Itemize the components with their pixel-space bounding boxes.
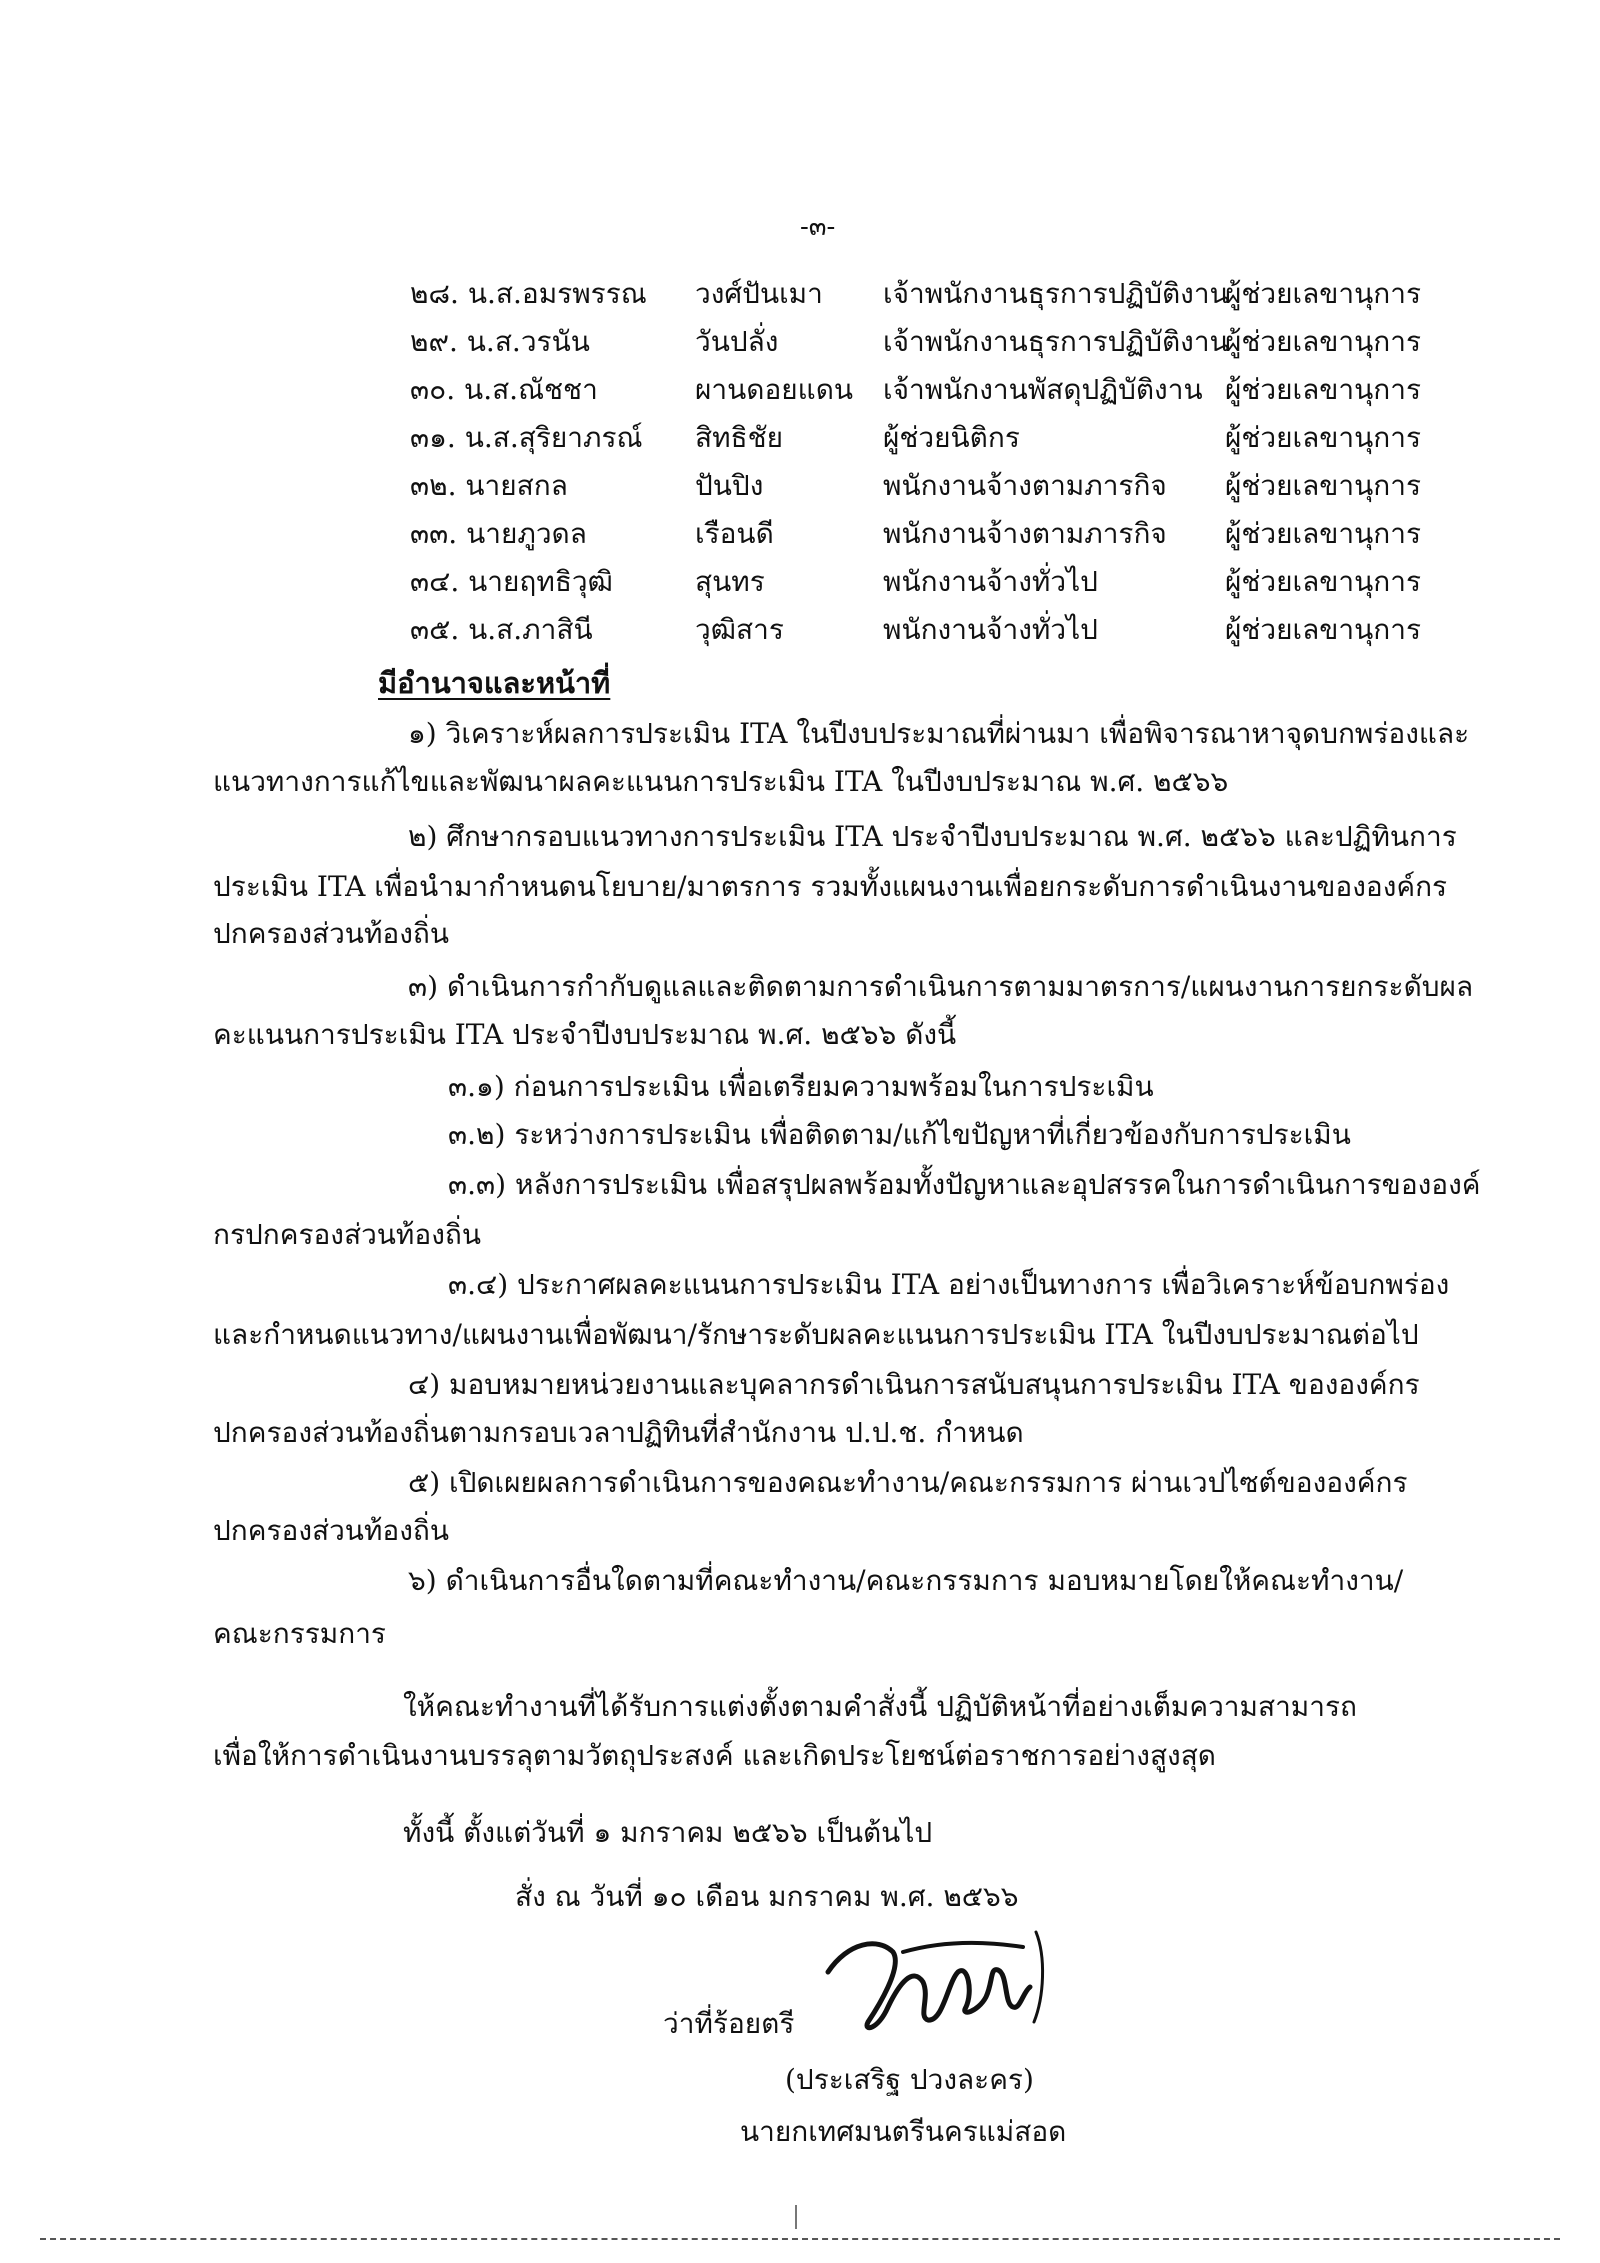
duty-6-line-1: ๖) ดำเนินการอื่นใดตามที่คณะทำงาน/คณะกรรมการ มอบหมายโดยให้คณะทำงาน/: [408, 1564, 1404, 1597]
member-number-name: ๓๓. นายภูวดล: [410, 517, 587, 550]
duty-4-line-2: ปกครองส่วนท้องถิ่นตามกรอบเวลาปฏิทินที่สำนักงาน ป.ป.ช. กำหนด: [213, 1416, 1024, 1449]
member-role: ผู้ช่วยเลขานุการ: [1225, 517, 1421, 550]
member-number-name: ๒๘. น.ส.อมรพรรณ: [410, 277, 647, 310]
duty-3-3-line-2: กรปกครองส่วนท้องถิ่น: [213, 1218, 481, 1251]
member-position: พนักงานจ้างทั่วไป: [883, 565, 1098, 598]
member-role: ผู้ช่วยเลขานุการ: [1225, 325, 1421, 358]
order-date: สั่ง ณ วันที่ ๑๐ เดือน มกราคม พ.ศ. ๒๕๖๖: [515, 1880, 1019, 1913]
member-number-name: ๓๒. นายสกล: [410, 469, 568, 502]
member-position: เจ้าพนักงานธุรการปฏิบัติงาน: [883, 325, 1229, 358]
member-row: [0, 368, 1600, 416]
closing-line-2: เพื่อให้การดำเนินงานบรรลุตามวัตถุประสงค์ และเกิดประโยชน์ต่อราชการอย่างสูงสุด: [213, 1739, 1216, 1772]
signatory-rank: ว่าที่ร้อยตรี: [663, 2007, 795, 2040]
member-number-name: ๓๐. น.ส.ณัชชา: [410, 373, 598, 406]
member-surname: ปันปิง: [695, 469, 764, 502]
member-row: [0, 320, 1600, 368]
member-row: [0, 512, 1600, 560]
effective-date: ทั้งนี้ ตั้งแต่วันที่ ๑ มกราคม ๒๕๖๖ เป็นต้นไป: [403, 1816, 933, 1849]
member-position: เจ้าพนักงานธุรการปฏิบัติงาน: [883, 277, 1229, 310]
duty-3-3-line-1: ๓.๓) หลังการประเมิน เพื่อสรุปผลพร้อมทั้งปัญหาและอุปสรรคในการดำเนินการขององค์: [448, 1168, 1481, 1201]
member-position: พนักงานจ้างตามภารกิจ: [883, 469, 1167, 502]
duty-4-line-1: ๔) มอบหมายหน่วยงานและบุคลากรดำเนินการสนับสนุนการประเมิน ITA ขององค์กร: [408, 1368, 1420, 1401]
bottom-rule: [40, 2238, 1560, 2240]
member-role: ผู้ช่วยเลขานุการ: [1225, 469, 1421, 502]
member-surname: เรือนดี: [695, 517, 774, 550]
duty-6-line-2: คณะกรรมการ: [213, 1617, 386, 1650]
handwritten-signature: [808, 1912, 1048, 2062]
member-role: ผู้ช่วยเลขานุการ: [1225, 373, 1421, 406]
closing-line-1: ให้คณะทำงานที่ได้รับการแต่งตั้งตามคำสั่งนี้ ปฏิบัติหน้าที่อย่างเต็มความสามารถ: [403, 1690, 1357, 1723]
duties-heading: มีอำนาจและหน้าที่: [378, 666, 611, 700]
member-surname: วงศ์ปันเมา: [695, 277, 823, 310]
duty-2-line-2: ประเมิน ITA เพื่อนำมากำหนดนโยบาย/มาตรการ รวมทั้งแผนงานเพื่อยกระดับการดำเนินงานขององค์กร: [213, 870, 1448, 903]
signatory-title: นายกเทศมนตรีนครแม่สอด: [740, 2115, 1067, 2148]
member-surname: วันปลั่ง: [695, 325, 779, 358]
scan-mark: [795, 2205, 797, 2229]
member-surname: สิทธิชัย: [695, 421, 784, 454]
duty-2-line-1: ๒) ศึกษากรอบแนวทางการประเมิน ITA ประจำปีงบประมาณ พ.ศ. ๒๕๖๖ และปฏิทินการ: [408, 820, 1457, 853]
member-surname: สุนทร: [695, 565, 765, 598]
member-number-name: ๓๔. นายฤทธิวุฒิ: [410, 565, 613, 598]
member-row: [0, 560, 1600, 608]
duty-3-1: ๓.๑) ก่อนการประเมิน เพื่อเตรียมความพร้อมในการประเมิน: [448, 1070, 1154, 1103]
member-row: [0, 416, 1600, 464]
signatory-name: (ประเสริฐ ปวงละคร): [785, 2063, 1034, 2096]
duty-3-line-1: ๓) ดำเนินการกำกับดูแลและติดตามการดำเนินการตามมาตรการ/แผนงานการยกระดับผล: [408, 970, 1474, 1003]
duty-1-line-2: แนวทางการแก้ไขและพัฒนาผลคะแนนการประเมิน ITA ในปีงบประมาณ พ.ศ. ๒๕๖๖: [213, 765, 1229, 798]
duty-5-line-1: ๕) เปิดเผยผลการดำเนินการของคณะทำงาน/คณะกรรมการ ผ่านเวปไซต์ขององค์กร: [408, 1466, 1408, 1499]
member-surname: ผานดอยแดน: [695, 373, 854, 406]
member-position: ผู้ช่วยนิติกร: [883, 421, 1020, 454]
member-number-name: ๓๕. น.ส.ภาสินี: [410, 613, 593, 646]
duty-1-line-1: ๑) วิเคราะห์ผลการประเมิน ITA ในปีงบประมาณที่ผ่านมา เพื่อพิจารณาหาจุดบกพร่องและ: [408, 717, 1470, 750]
member-number-name: ๓๑. น.ส.สุริยาภรณ์: [410, 421, 643, 454]
member-position: พนักงานจ้างทั่วไป: [883, 613, 1098, 646]
member-surname: วุฒิสาร: [695, 613, 784, 646]
duty-3-2: ๓.๒) ระหว่างการประเมิน เพื่อติดตาม/แก้ไขปัญหาที่เกี่ยวข้องกับการประเมิน: [448, 1118, 1351, 1151]
member-row: [0, 464, 1600, 512]
member-role: ผู้ช่วยเลขานุการ: [1225, 565, 1421, 598]
member-number-name: ๒๙. น.ส.วรนัน: [410, 325, 590, 358]
duty-2-line-3: ปกครองส่วนท้องถิ่น: [213, 917, 449, 950]
page-number: -๓-: [800, 212, 836, 242]
member-role: ผู้ช่วยเลขานุการ: [1225, 421, 1421, 454]
duty-3-4-line-1: ๓.๔) ประกาศผลคะแนนการประเมิน ITA อย่างเป็นทางการ เพื่อวิเคราะห์ข้อบกพร่อง: [448, 1268, 1450, 1301]
member-row: [0, 272, 1600, 320]
member-position: เจ้าพนักงานพัสดุปฏิบัติงาน: [883, 373, 1203, 406]
duty-3-line-2: คะแนนการประเมิน ITA ประจำปีงบประมาณ พ.ศ. ๒๕๖๖ ดังนี้: [213, 1018, 957, 1051]
member-role: ผู้ช่วยเลขานุการ: [1225, 277, 1421, 310]
member-row: [0, 608, 1600, 656]
member-position: พนักงานจ้างตามภารกิจ: [883, 517, 1167, 550]
member-role: ผู้ช่วยเลขานุการ: [1225, 613, 1421, 646]
duty-5-line-2: ปกครองส่วนท้องถิ่น: [213, 1514, 449, 1547]
duty-3-4-line-2: และกำหนดแนวทาง/แผนงานเพื่อพัฒนา/รักษาระดับผลคะแนนการประเมิน ITA ในปีงบประมาณต่อไป: [213, 1318, 1419, 1351]
